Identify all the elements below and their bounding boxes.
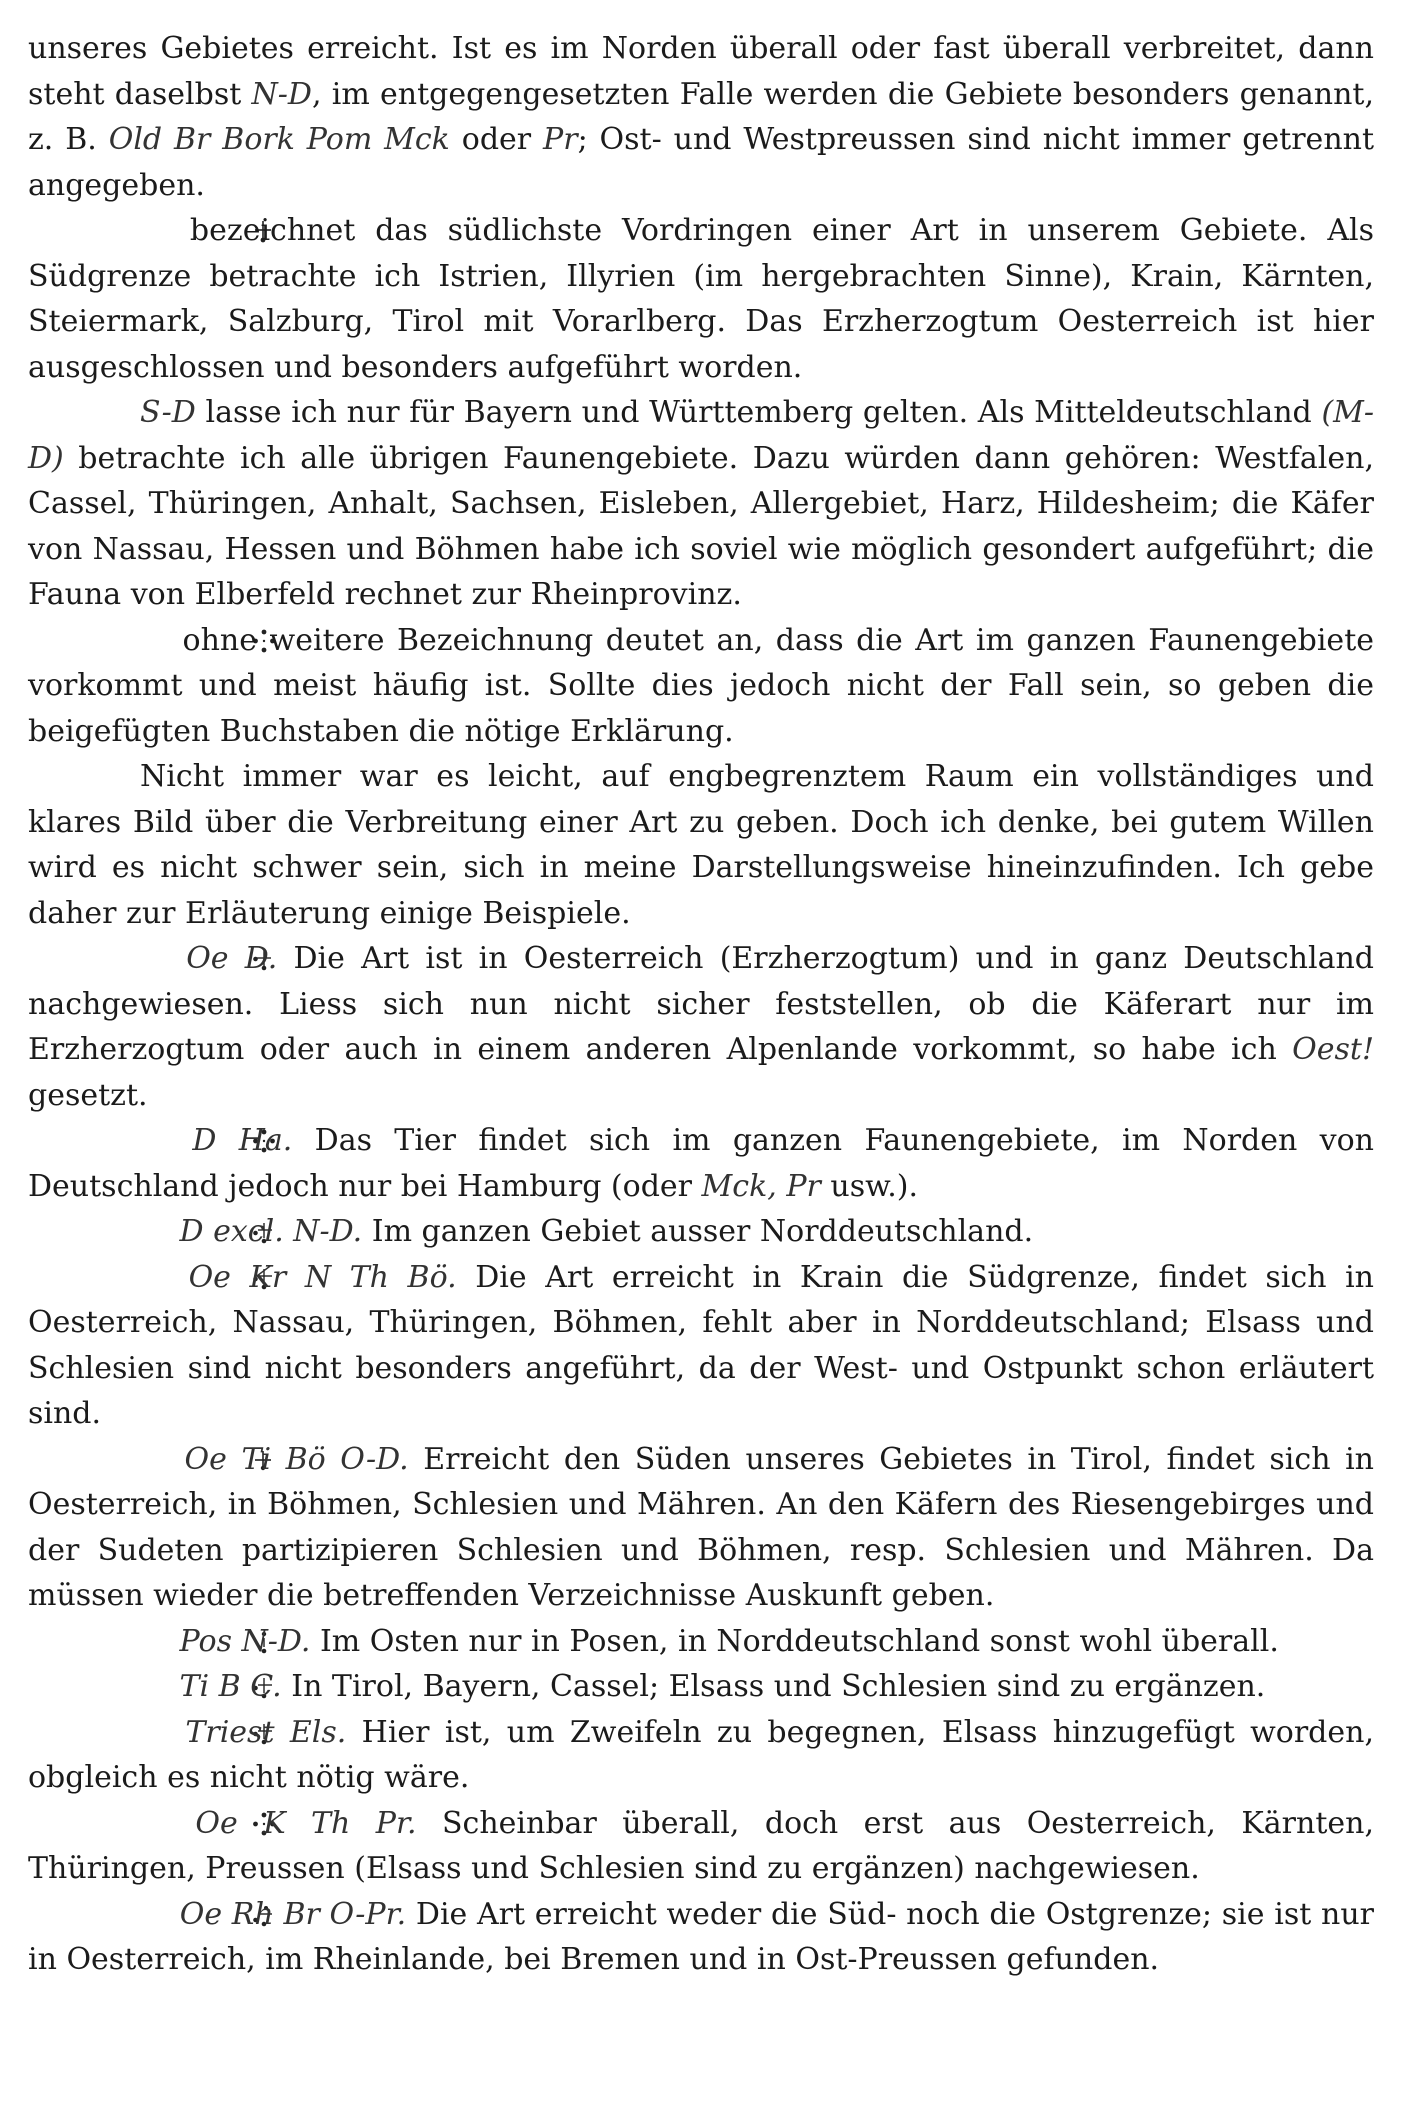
region-abbreviation: Pr [543, 122, 578, 157]
region-abbreviation: S-D [140, 395, 196, 430]
paragraph [28, 936, 1374, 1118]
region-abbreviation: D excl. N-D. [170, 1214, 363, 1249]
distribution-marker-icon [140, 1619, 170, 1665]
distribution-marker-icon [140, 1255, 170, 1301]
region-abbreviation: D Ha. [170, 1123, 293, 1158]
paragraph [28, 1892, 1374, 1983]
paragraph [28, 390, 1374, 618]
paragraph [28, 1710, 1374, 1801]
body-text: Erreicht den Süden unseres Gebietes in Tirol, findet sich in Oesterreich, in Böhmen, Schlesien und Mähren. An den Käfern des Riesengebirges und der Sudeten partizipieren Schlesien und Böhmen, resp. Schlesien und Mähren. Da müssen wieder die betreffenden Verzeichnisse Auskunft geben. [28, 1441, 1374, 1613]
distribution-marker-icon [140, 1801, 170, 1847]
distribution-marker-icon [140, 1892, 170, 1938]
body-text: Scheinbar überall, doch erst aus Oesterreich, Kärnten, Thüringen, Preussen (Elsass und Schlesien sind zu ergänzen) nachgewiesen. [28, 1805, 1374, 1886]
paragraph [28, 1664, 1374, 1710]
distribution-marker-icon [140, 1209, 170, 1255]
paragraph [28, 1255, 1374, 1437]
distribution-marker-icon [140, 618, 170, 664]
paragraph [28, 1801, 1374, 1892]
body-text: Im Osten nur in Posen, in Norddeutschland sonst wohl überall. [310, 1623, 1279, 1659]
body-text: Nicht immer war es leicht, auf engbegrenztem Raum ein vollständiges und klares Bild über die Verbreitung einer Art zu geben. Doch ich denke, bei gutem Willen wird es nicht schwer sein, sich in meine Darstellungsweise hineinzufinden. Ich gebe daher zur Erläuterung einige Beispiele. [28, 759, 1374, 931]
body-text: betrachte ich alle übrigen Faunengebiete. Dazu würden dann gehören: Westfalen, Cassel, Thüringen, Anhalt, Sachsen, Eisleben, Allergebiet, Harz, Hildesheim; die Käfer von Nassau, Hessen und Böhmen habe ich soviel wie möglich gesondert aufgeführt; die Fauna von Elberfeld rechnet zur Rheinprovinz. [28, 440, 1374, 612]
distribution-marker-icon [140, 208, 170, 254]
distribution-marker-icon [140, 1437, 170, 1483]
paragraph [28, 618, 1374, 755]
distribution-marker-icon [140, 1118, 170, 1164]
body-text: In Tirol, Bayern, Cassel; Elsass und Schlesien sind zu ergänzen. [281, 1669, 1266, 1704]
paragraph [28, 754, 1374, 936]
region-abbreviation: Pos N-D. [170, 1623, 311, 1659]
region-abbreviation: Oe K Th Pr. [170, 1805, 417, 1841]
region-abbreviation: (M-D) [28, 395, 1374, 476]
body-text: ohne weitere Bezeichnung deutet an, dass die Art im ganzen Faunengebiete vorkommt und meist häufig ist. Sollte dies jedoch nicht der Fall sein, so geben die beigefügten Buchstaben die nötige Erklärung. [28, 622, 1374, 749]
distribution-marker-icon [140, 1664, 170, 1710]
paragraph [28, 1209, 1374, 1255]
region-abbreviation: N-D [251, 76, 312, 112]
distribution-marker-icon [140, 1710, 170, 1756]
paragraph [28, 26, 1374, 208]
body-text: ; Ost- und Westpreussen sind nicht immer getrennt angegeben. [28, 122, 1375, 203]
region-abbreviation: Oest! [1292, 1032, 1374, 1067]
body-text: oder [449, 122, 544, 157]
paragraph [28, 1619, 1374, 1665]
body-text: Im ganzen Gebiet ausser Norddeutschland. [362, 1214, 1034, 1249]
paragraph [28, 208, 1374, 390]
region-abbreviation: Oe Kr N Th Bö. [170, 1259, 457, 1295]
body-text: Die Art erreicht in Krain die Südgrenze, findet sich in Oesterreich, Nassau, Thüringen, Böhmen, fehlt aber in Norddeutschland; Elsass und Schlesien sind nicht besonders angeführt, da der West- und Ostpunkt schon erläutert sind. [28, 1259, 1375, 1431]
region-abbreviation: Ti B C. [170, 1669, 282, 1704]
body-text: gesetzt. [28, 1077, 148, 1113]
body-text: Hier ist, um Zweifeln zu begegnen, Elsass hinzugefügt worden, obgleich es nicht nötig wäre. [28, 1714, 1374, 1795]
body-text: unseres Gebietes erreicht. Ist es im Norden überall oder fast überall verbreitet, dann steht daselbst [28, 31, 1374, 112]
region-abbreviation: Oe Rh Br O-Pr. [170, 1896, 407, 1932]
body-text: Die Art ist in Oesterreich (Erzherzogtum) und in ganz Deutschland nachgewiesen. Liess sich nun nicht sicher feststellen, ob die Käferart nur im Erzherzogtum oder auch in einem anderen Alpenlande vorkommt, so habe ich [28, 941, 1374, 1067]
body-text: Das Tier findet sich im ganzen Faunengebiete, im Norden von Deutschland jedoch nur bei Hamburg (oder [28, 1123, 1374, 1204]
body-text: bezeichnet das südlichste Vordringen einer Art in unserem Gebiete. Als Südgrenze betrachte ich Istrien, Illyrien (im hergebrachten Sinne), Krain, Kärnten, Steiermark, Salzburg, Tirol mit Vorarlberg. Das Erzherzogtum Oesterreich ist hier ausgeschlossen und besonders aufgeführt worden. [28, 213, 1374, 385]
paragraph [28, 1437, 1374, 1619]
body-text: lasse ich nur für Bayern und Württemberg gelten. Als Mitteldeutschland [195, 395, 1322, 430]
region-abbreviation: Mck, Pr [701, 1168, 821, 1204]
region-abbreviation: Oe D. [170, 941, 278, 976]
document-page [28, 26, 1374, 1983]
region-abbreviation: Oe Ti Bö O-D. [170, 1441, 409, 1477]
paragraph [28, 1118, 1374, 1209]
body-text: Die Art erreicht weder die Süd- noch die Ostgrenze; sie ist nur in Oesterreich, im Rheinlande, bei Bremen und in Ost-Preussen gefunden. [28, 1896, 1374, 1977]
body-text: , im entgegengesetzten Falle werden die Gebiete besonders genannt, z. B. [28, 76, 1374, 157]
body-text: usw.). [820, 1168, 918, 1204]
region-abbreviation: Old Br Bork Pom Mck [108, 122, 450, 157]
region-abbreviation: Triest Els. [170, 1714, 347, 1750]
distribution-marker-icon [140, 936, 170, 982]
